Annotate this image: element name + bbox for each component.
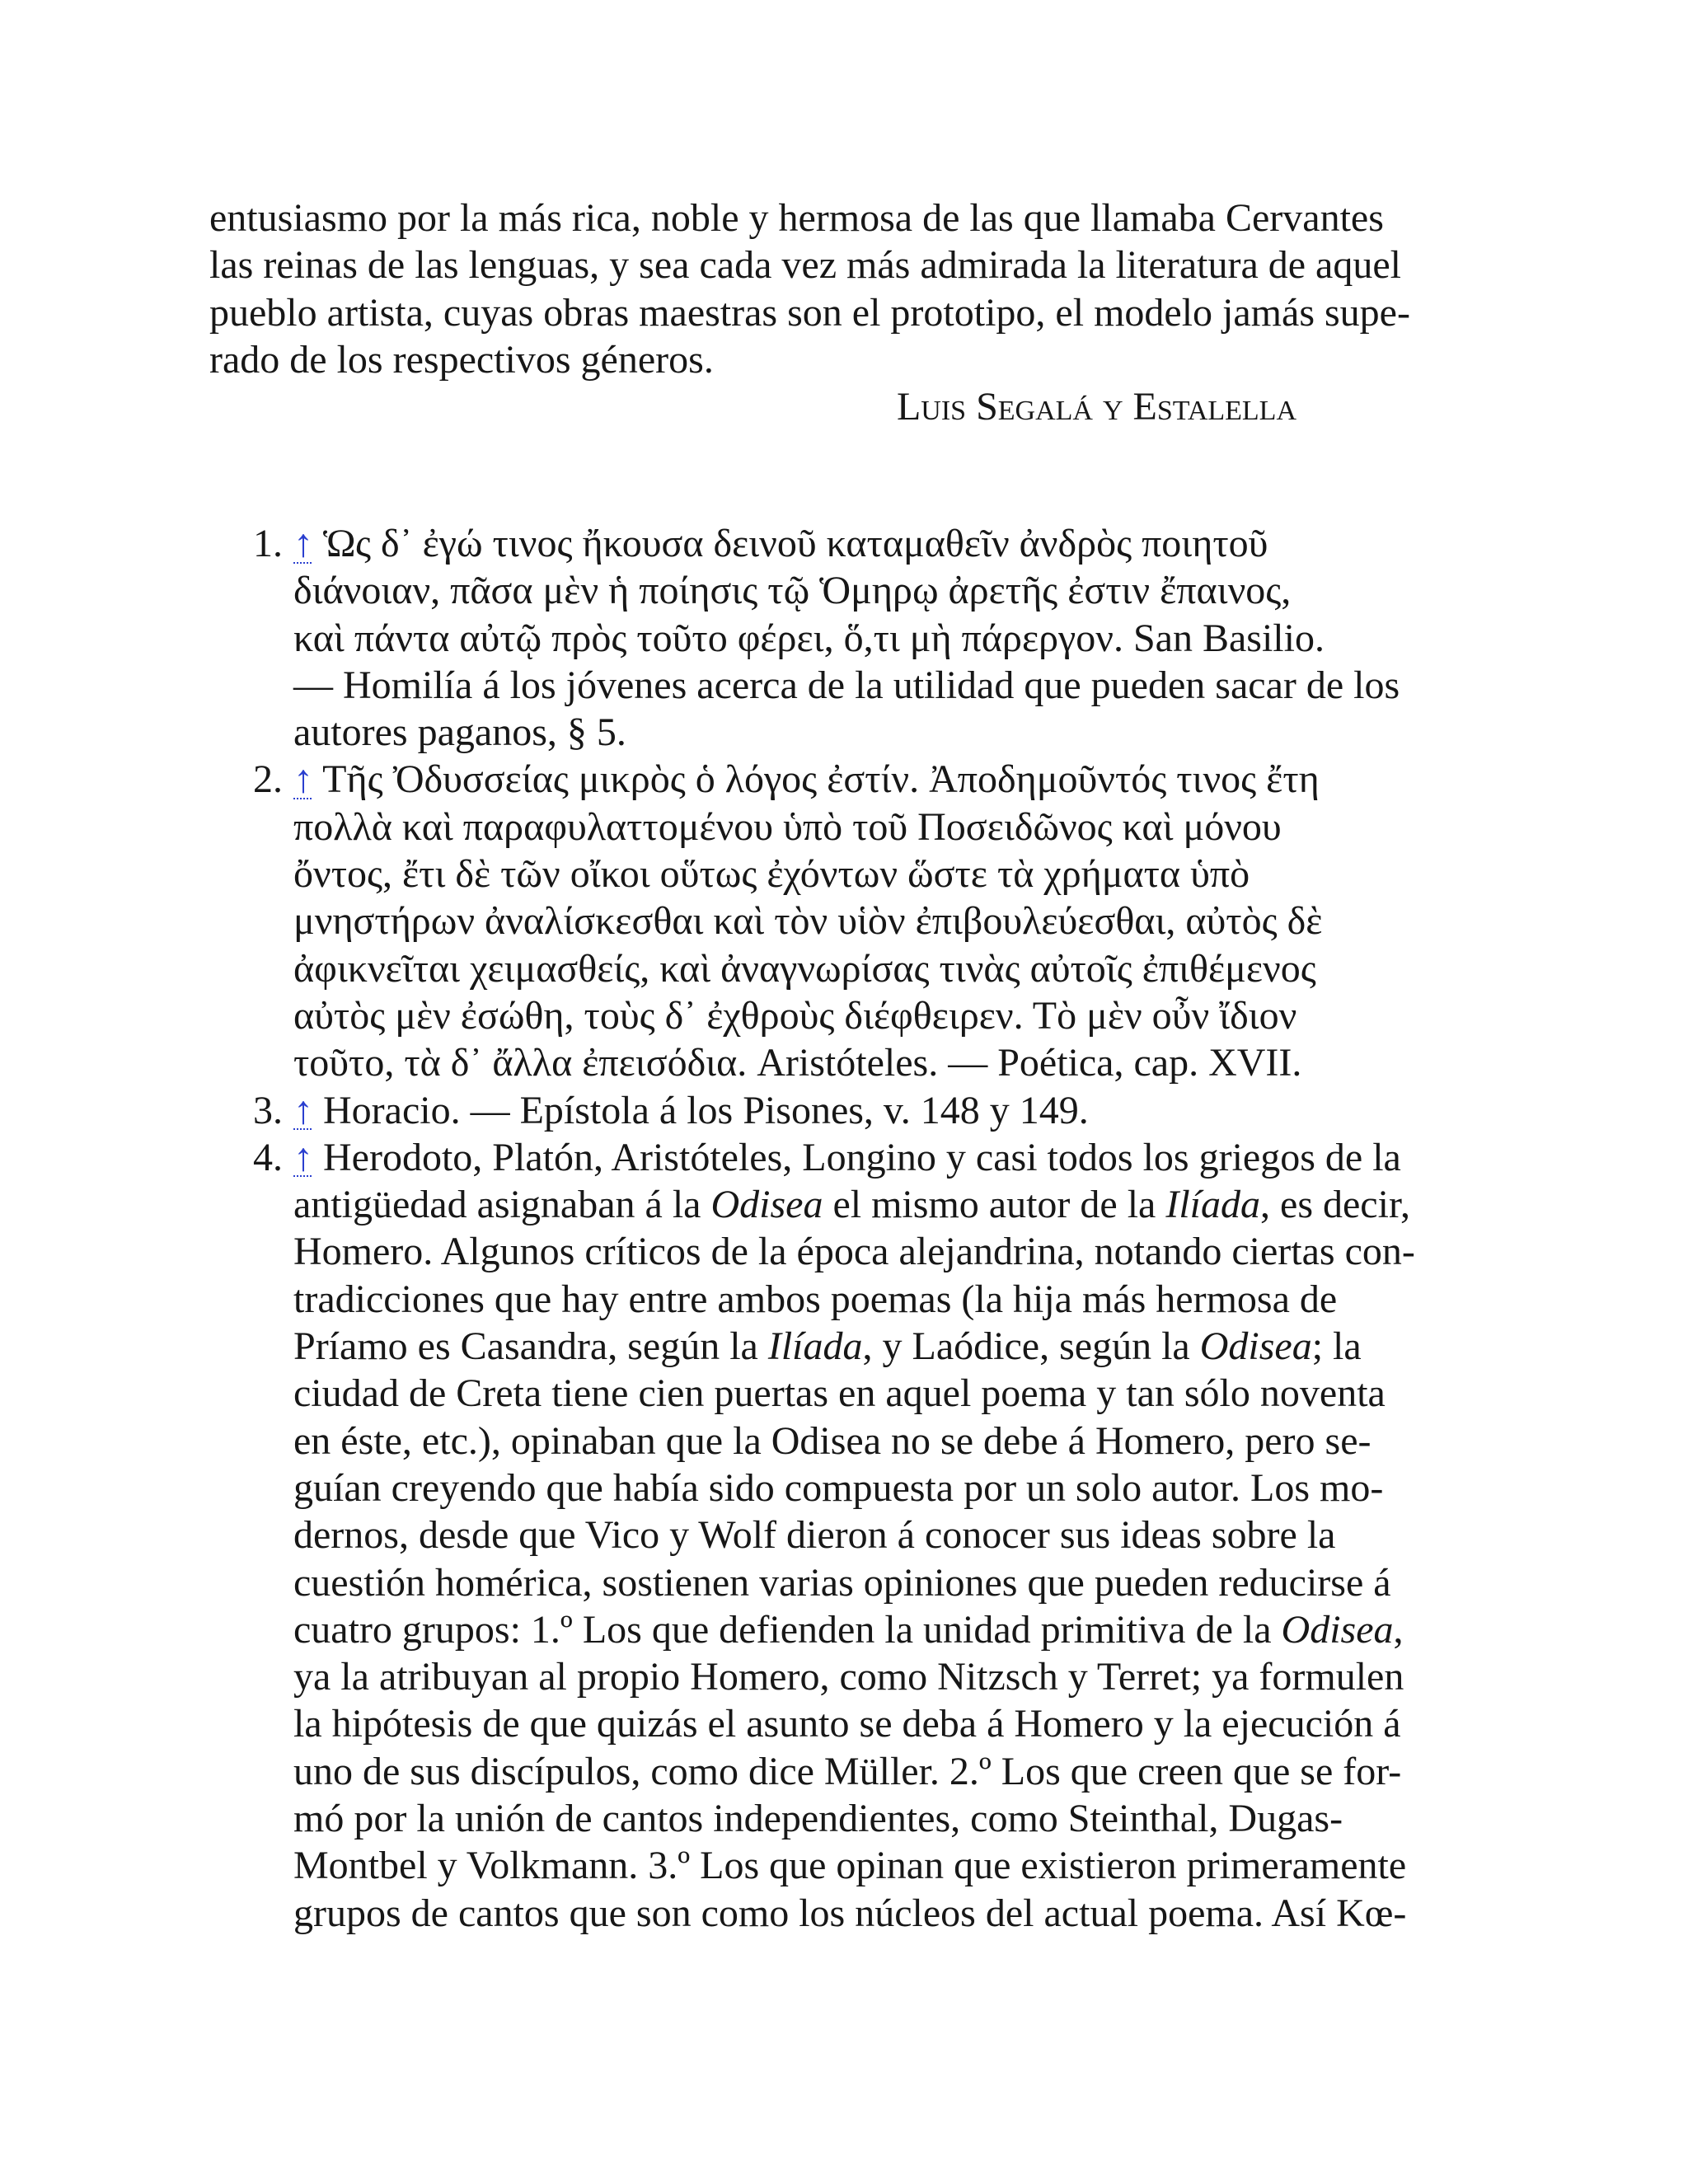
footnote-number: 2. (253, 757, 283, 802)
footnote-1 (253, 520, 1415, 756)
footnote-line-text: Príamo es Casandra, según la (293, 1324, 768, 1369)
italic-title: Odisea (1281, 1607, 1394, 1652)
italic-title: Ilíada (1165, 1183, 1261, 1227)
footnote-line-text: Horacio. — Epístola á los Pisones, v. 148 y 149. (323, 1088, 1089, 1132)
footnote-backlink[interactable]: ↑ (293, 1088, 313, 1132)
footnote-4 (253, 1134, 1415, 1937)
footnote-line-text: cuatro grupos: 1.º Los que defienden la unidad primitiva de la (293, 1607, 1282, 1652)
footnote-line: Homero. Algunos críticos de la época alejandrina, notando ciertas con- (293, 1230, 1415, 1274)
footnote-line (293, 1606, 1404, 1653)
footnote-line-text: ; la (1311, 1324, 1362, 1369)
footnote-line: autores paganos, § 5. (293, 710, 626, 755)
footnote-number: 4. (253, 1135, 283, 1179)
footnote-line: uno de sus discípulos, como dice Müller. 2.º Los que creen que se for- (293, 1749, 1402, 1793)
footnote-line: διάνοιαν, πᾶσα μὲν ἡ ποίησις τῷ Ὁμηρῳ ἀρετῆς ἐστιν ἔπαινος, (293, 569, 1292, 613)
intro-line: las reinas de las lenguas, y sea cada vez más admirada la literatura de aquel (209, 243, 1401, 288)
footnote-line: τοῦτο, τὰ δ᾽ ἄλλα ἐπεισόδια. Aristóteles. — Poética, cap. XVII. (293, 1041, 1302, 1085)
footnote-backlink[interactable]: ↑ (293, 757, 313, 802)
footnote-line (293, 1181, 1410, 1228)
footnote-backlink[interactable]: ↑ (293, 522, 313, 565)
footnote-line: grupos de cantos que son como los núcleos del actual poema. Así Kœ- (293, 1891, 1407, 1935)
footnote-line: ciudad de Creta tiene cien puertas en aquel poema y tan sólo noventa (293, 1371, 1386, 1416)
footnote-line: αὐτὸς μὲν ἐσώθη, τοὺς δ᾽ ἐχθροὺς διέφθειρεν. Τὸ μὲν οὖν ἴδιον (293, 993, 1297, 1038)
footnote-number: 3. (253, 1088, 283, 1132)
footnote-line: ya la atribuyan al propio Homero, como Nitzsch y Terret; ya formulen (293, 1655, 1404, 1699)
footnote-line-text: , y Laódice, según la (862, 1324, 1200, 1369)
footnote-line: tradicciones que hay entre ambos poemas (la hija más hermosa de (293, 1277, 1338, 1321)
footnote-line: ἀφικνεῖται χειμασθείς, καὶ ἀναγνωρίσας τινὰς αὐτοῖς ἐπιθέμενος (293, 946, 1316, 991)
footnote-line: ὄντος, ἔτι δὲ τῶν οἴκοι οὕτως ἐχόντων ὥστε τὰ χρήματα ὑπὸ (293, 852, 1250, 897)
footnote-line: μνηστήρων ἀναλίσκεσθαι καὶ τὸν υἱὸν ἐπιβουλεύεσθαι, αὐτὸς δὲ (293, 899, 1323, 944)
footnote-line: πολλὰ καὶ παραφυλαττομένου ὑπὸ τοῦ Ποσειδῶνος καὶ μόνου (293, 804, 1282, 849)
footnote-backlink[interactable]: ↑ (293, 1135, 313, 1179)
footnote-line: la hipótesis de que quizás el asunto se deba á Homero y la ejecución á (293, 1702, 1401, 1746)
footnote-line (293, 520, 1268, 567)
footnote-line: guían creyendo que había sido compuesta por un solo autor. Los mo- (293, 1465, 1384, 1510)
italic-title: Odisea (1199, 1324, 1312, 1369)
intro-line: pueblo artista, cuyas obras maestras son el prototipo, el modelo jamás supe- (209, 290, 1410, 335)
footnote-line-text: , (1393, 1607, 1404, 1652)
footnote-line: dernos, desde que Vico y Wolf dieron á conocer sus ideas sobre la (293, 1513, 1336, 1558)
italic-title: Ilíada (767, 1324, 863, 1369)
intro-paragraph (209, 194, 1410, 383)
footnote-line-text: antigüedad asignaban á la (293, 1183, 711, 1227)
footnote-line-text: el mismo autor de la (823, 1183, 1166, 1227)
footnote-line: καὶ πάντα αὐτῷ πρὸς τοῦτο φέρει, ὅ,τι μὴ πάρεργον. San Basilio. (293, 616, 1325, 660)
intro-line: rado de los respectivos géneros. (209, 337, 714, 382)
footnote-line: Montbel y Volkmann. 3.º Los que opinan que existieron primeramente (293, 1844, 1407, 1888)
footnote-line-text: Herodoto, Platón, Aristóteles, Longino y casi todos los griegos de la (323, 1135, 1401, 1179)
footnote-line (293, 756, 1320, 803)
footnote-number: 1. (253, 522, 283, 565)
footnote-line: mó por la unión de cantos independientes, como Steinthal, Dugas- (293, 1797, 1343, 1841)
footnote-line: en éste, etc.), opinaban que la Odisea no se debe á Homero, pero se- (293, 1418, 1372, 1463)
author-signature: Luis Segalá y Estalella (896, 385, 1296, 429)
footnote-line-text: Ὡς δ᾽ ἐγώ τινος ἤκουσα δεινοῦ καταμαθεῖν ἀνδρὸς ποιητοῦ (323, 522, 1268, 565)
footnote-line: — Homilía á los jóvenes acerca de la utilidad que pueden sacar de los (293, 663, 1400, 707)
intro-line: entusiasmo por la más rica, noble y hermosa de las que llamaba Cervantes (209, 196, 1384, 240)
footnote-line-text: Τῆς Ὀδυσσείας μικρὸς ὁ λόγος ἐστίν. Ἀποδημοῦντός τινος ἔτη (322, 757, 1320, 802)
footnote-line (293, 1323, 1362, 1370)
footnote-line-text: , es decir, (1260, 1183, 1411, 1227)
footnote-2 (253, 756, 1415, 1086)
footnotes-list (253, 520, 1415, 1937)
footnote-line (293, 1087, 1089, 1134)
footnote-line (293, 1134, 1401, 1181)
footnote-3 (253, 1087, 1415, 1134)
italic-title: Odisea (710, 1183, 823, 1227)
footnote-line: cuestión homérica, sostienen varias opiniones que pueden reducirse á (293, 1560, 1391, 1605)
